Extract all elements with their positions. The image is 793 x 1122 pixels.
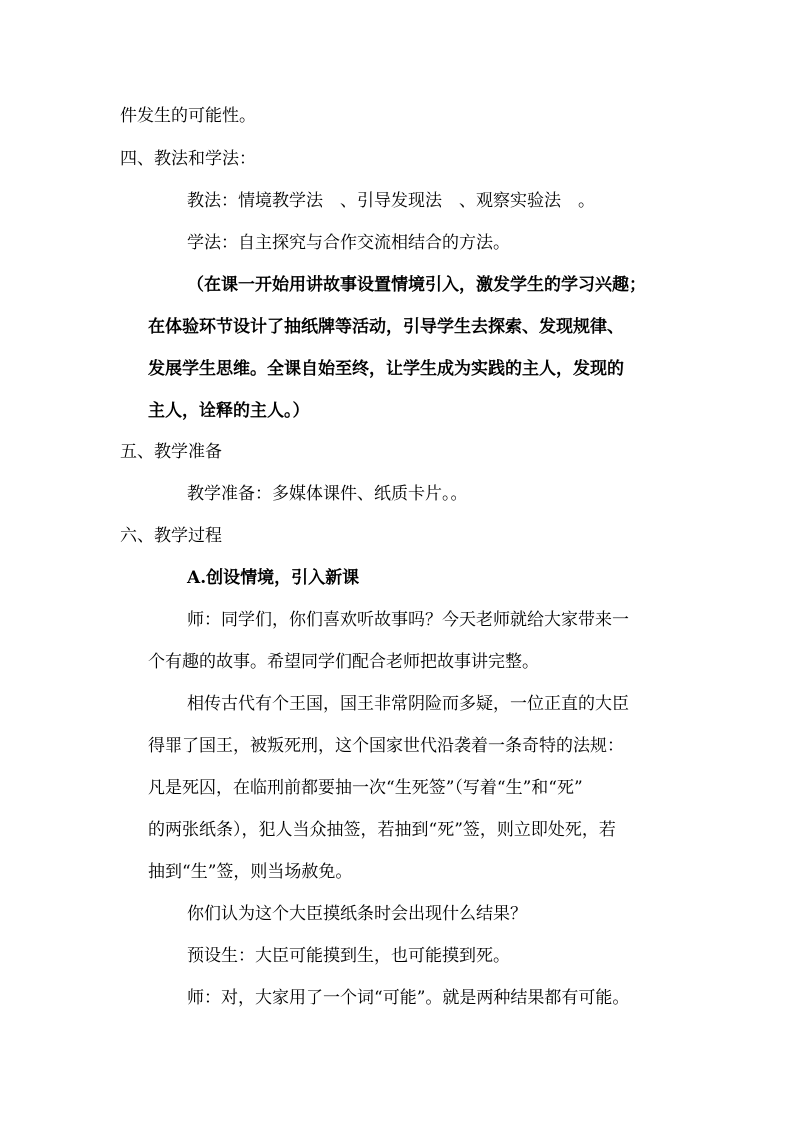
text-line: 的两张纸条），犯人当众抽签，若抽到“死”签，则立即处死，若 (148, 820, 616, 840)
text-line: 师：同学们，你们喜欢听故事吗？今天老师就给大家带来一 (187, 610, 629, 630)
text-line: 你们认为这个大臣摸纸条时会出现什么结果？ (187, 904, 527, 924)
text-line: 抽到“生”签，则当场赦免。 (148, 862, 353, 882)
bold-paragraph-line: （在课一开始用讲故事设置情境引入，激发学生的学习兴趣； (187, 275, 646, 295)
section-heading: 五、教学准备 (120, 442, 222, 462)
bold-paragraph-line: 发展学生思维。全课自始至终，让学生成为实践的主人，发现的 (148, 359, 624, 379)
section-heading: 六、教学过程 (120, 526, 222, 546)
subsection-heading: A.创设情境，引入新课 (187, 568, 360, 588)
bold-paragraph-line: 在体验环节设计了抽纸牌等活动，引导学生去探索、发现规律、 (148, 317, 624, 337)
text-line: 师：对，大家用了一个词“可能”。就是两种结果都有可能。 (187, 988, 630, 1008)
text-line: 预设生：大臣可能摸到生，也可能摸到死。 (187, 946, 510, 966)
text-line: 教学准备：多媒体课件、纸质卡片。。 (187, 484, 468, 504)
text-line: 相传古代有个王国，国王非常阴险而多疑，一位正直的大臣 (187, 694, 629, 714)
text-line: 凡是死囚，在临刑前都要抽一次“生死签”（写着“生”和“死” (148, 778, 583, 798)
section-heading: 四、教法和学法： (120, 149, 256, 169)
text-line: 教法：情境教学法 、引导发现法 、观察实验法 。 (187, 191, 595, 211)
text-line: 件发生的可能性。 (120, 106, 256, 126)
text-line: 个有趣的故事。希望同学们配合老师把故事讲完整。 (148, 652, 539, 672)
bold-paragraph-line: 主人，诠释的主人。） (148, 401, 310, 421)
text-line: 学法：自主探究与合作交流相结合的方法。 (187, 233, 510, 253)
text-line: 得罪了国王，被叛死刑，这个国家世代沿袭着一条奇特的法规： (148, 736, 624, 756)
